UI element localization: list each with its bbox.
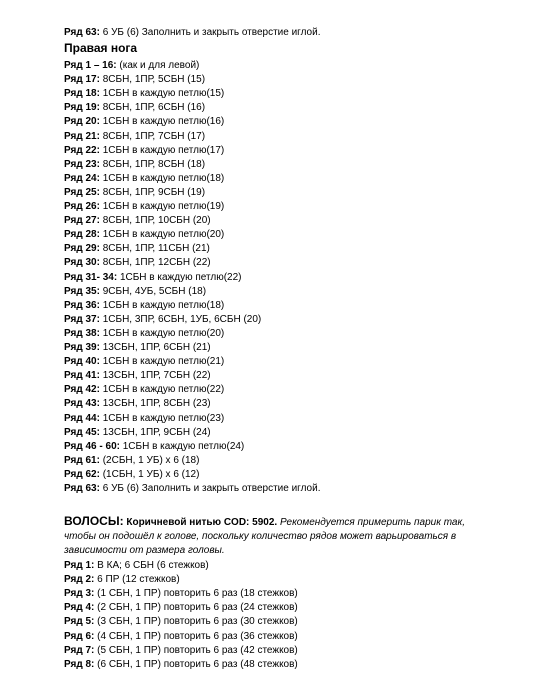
row-text: 1СБН, 3ПР, 6СБН, 1УБ, 6СБН (20) bbox=[99, 313, 262, 325]
row-line bbox=[64, 355, 224, 368]
row-label: Ряд 23: bbox=[64, 158, 100, 170]
row-line bbox=[64, 299, 224, 312]
row-label: Ряд 63: bbox=[64, 27, 100, 38]
row-line bbox=[64, 615, 298, 628]
row-text: 1СБН в каждую петлю(18) bbox=[99, 172, 225, 184]
row-label: Ряд 28: bbox=[64, 229, 100, 241]
row-label: Ряд 29: bbox=[64, 243, 100, 255]
hair-title: ВОЛОСЫ: bbox=[64, 514, 124, 528]
row-label: Ряд 17: bbox=[64, 74, 100, 86]
row-label: Ряд 3: bbox=[64, 588, 95, 600]
row-label: Ряд 36: bbox=[64, 299, 100, 311]
row-text: (1 СБН, 1 ПР) повторить 6 раз (18 стежков) bbox=[94, 588, 298, 600]
row-line bbox=[64, 26, 320, 39]
row-line bbox=[64, 397, 211, 410]
row-text: 1СБН в каждую петлю(20) bbox=[99, 327, 225, 339]
row-label: Ряд 30: bbox=[64, 257, 100, 269]
row-line bbox=[64, 468, 199, 481]
row-label: Ряд 25: bbox=[64, 186, 100, 198]
row-text: 6 ПР (12 стежков) bbox=[94, 574, 180, 586]
row-text: 8СБН, 1ПР, 8СБН (18) bbox=[99, 158, 206, 170]
row-label: Ряд 63: bbox=[64, 483, 100, 494]
row-text: 1СБН в каждую петлю(22) bbox=[117, 271, 242, 283]
row-line bbox=[64, 59, 199, 72]
row-line bbox=[64, 601, 298, 614]
row-line bbox=[64, 658, 298, 671]
row-label: Ряд 21: bbox=[64, 130, 100, 142]
row-text: 6 УБ (6) Заполнить и закрыть отверстие иглой. bbox=[99, 27, 321, 38]
row-label: Ряд 8: bbox=[64, 658, 95, 670]
row-label: Ряд 2: bbox=[64, 574, 95, 586]
row-line bbox=[64, 130, 205, 143]
row-label: Ряд 5: bbox=[64, 616, 95, 628]
row-label: Ряд 22: bbox=[64, 144, 100, 156]
row-label: Ряд 46 - 60: bbox=[64, 440, 120, 452]
row-text: 13СБН, 1ПР, 7СБН (22) bbox=[99, 370, 211, 382]
row-label: Ряд 38: bbox=[64, 327, 100, 339]
row-line bbox=[64, 285, 206, 298]
row-line bbox=[64, 101, 205, 114]
row-line bbox=[64, 87, 224, 100]
row-line bbox=[64, 630, 298, 643]
row-label: Ряд 1 – 16: bbox=[64, 60, 117, 71]
row-label: Ряд 27: bbox=[64, 215, 100, 227]
row-label: Ряд 40: bbox=[64, 356, 100, 368]
row-line bbox=[64, 369, 211, 382]
row-text: 9СБН, 4УБ, 5СБН (18) bbox=[99, 285, 207, 297]
row-text: 1СБН в каждую петлю(23) bbox=[99, 412, 225, 424]
row-label: Ряд 6: bbox=[64, 630, 95, 642]
row-label: Ряд 18: bbox=[64, 88, 100, 100]
row-text: В КА; 6 СБН (6 стежков) bbox=[94, 560, 209, 571]
row-label: Ряд 20: bbox=[64, 116, 100, 128]
row-label: Ряд 4: bbox=[64, 602, 95, 614]
row-text: 1СБН в каждую петлю(21) bbox=[99, 356, 225, 368]
row-label: Ряд 19: bbox=[64, 102, 100, 114]
row-text: 1СБН в каждую петлю(22) bbox=[99, 384, 225, 396]
row-line bbox=[64, 454, 199, 467]
row-text: 1СБН в каждую петлю(24) bbox=[119, 440, 245, 452]
row-text: 6 УБ (6) Заполнить и закрыть отверстие иглой. bbox=[99, 483, 321, 494]
row-text: 8СБН, 1ПР, 11СБН (21) bbox=[99, 243, 210, 255]
row-text: 8СБН, 1ПР, 10СБН (20) bbox=[99, 215, 211, 227]
row-line bbox=[64, 383, 224, 396]
row-text: 8СБН, 1ПР, 9СБН (19) bbox=[99, 186, 206, 198]
row-text: 8СБН, 1ПР, 7СБН (17) bbox=[99, 130, 206, 142]
row-text: 8СБН, 1ПР, 12СБН (22) bbox=[99, 257, 211, 269]
row-text: 1СБН в каждую петлю(15) bbox=[99, 88, 225, 100]
row-line bbox=[64, 73, 205, 86]
row-label: Ряд 1: bbox=[64, 560, 95, 571]
row-line bbox=[64, 327, 224, 340]
row-text: (2 СБН, 1 ПР) повторить 6 раз (24 стежков) bbox=[94, 602, 298, 614]
row-text: 1СБН в каждую петлю(18) bbox=[99, 299, 225, 311]
hair-intro bbox=[64, 514, 496, 558]
hair-color: Коричневой нитью COD: 5902. bbox=[123, 517, 278, 528]
row-line bbox=[64, 144, 224, 157]
row-line bbox=[64, 644, 298, 657]
row-line bbox=[64, 271, 241, 284]
row-label: Ряд 39: bbox=[64, 342, 100, 353]
row-line bbox=[64, 186, 205, 199]
row-label: Ряд 35: bbox=[64, 285, 100, 297]
row-line bbox=[64, 172, 224, 185]
row-text: 8СБН, 1ПР, 5СБН (15) bbox=[99, 74, 206, 86]
section-heading-right-leg: Правая нога bbox=[64, 41, 138, 55]
row-label: Ряд 26: bbox=[64, 201, 100, 212]
row-line bbox=[64, 242, 210, 255]
row-line bbox=[64, 573, 180, 586]
row-line bbox=[64, 158, 205, 171]
row-text: (1СБН, 1 УБ) х 6 (12) bbox=[99, 468, 200, 480]
row-text: (2СБН, 1 УБ) х 6 (18) bbox=[99, 454, 200, 466]
row-line bbox=[64, 256, 211, 269]
row-line bbox=[64, 559, 209, 572]
hair-note: Рекомендуется примерить парик так, чтобы он подошёл к голове, поскольку количество рядов может варьироваться в зависимости от размера головы. bbox=[64, 517, 465, 556]
row-text: 1СБН в каждую петлю(19) bbox=[99, 201, 225, 212]
row-line bbox=[64, 412, 224, 425]
row-text: (5 СБН, 1 ПР) повторить 6 раз (42 стежков) bbox=[94, 644, 298, 656]
row-text: 13СБН, 1ПР, 8СБН (23) bbox=[99, 398, 211, 410]
row-label: Ряд 24: bbox=[64, 172, 100, 184]
row-label: Ряд 31- 34: bbox=[64, 271, 118, 283]
row-label: Ряд 41: bbox=[64, 370, 100, 382]
row-label: Ряд 45: bbox=[64, 426, 100, 438]
row-label: Ряд 42: bbox=[64, 384, 100, 396]
row-text: 13СБН, 1ПР, 6СБН (21) bbox=[99, 342, 211, 353]
row-line bbox=[64, 587, 298, 600]
row-label: Ряд 43: bbox=[64, 398, 100, 410]
row-text: 13СБН, 1ПР, 9СБН (24) bbox=[99, 426, 211, 438]
row-label: Ряд 37: bbox=[64, 313, 100, 325]
row-label: Ряд 44: bbox=[64, 412, 100, 424]
row-line bbox=[64, 426, 211, 439]
row-line bbox=[64, 115, 224, 128]
row-label: Ряд 61: bbox=[64, 454, 100, 466]
row-text: 1СБН в каждую петлю(20) bbox=[99, 229, 225, 241]
row-label: Ряд 7: bbox=[64, 644, 95, 656]
row-text: 1СБН в каждую петлю(16) bbox=[99, 116, 225, 128]
row-line bbox=[64, 440, 244, 453]
row-line bbox=[64, 341, 211, 354]
row-text: (3 СБН, 1 ПР) повторить 6 раз (30 стежков) bbox=[94, 616, 298, 628]
row-text: (4 СБН, 1 ПР) повторить 6 раз (36 стежков) bbox=[94, 630, 298, 642]
row-line bbox=[64, 482, 320, 495]
row-line bbox=[64, 214, 211, 227]
row-text: 1СБН в каждую петлю(17) bbox=[99, 144, 225, 156]
row-text: 8СБН, 1ПР, 6СБН (16) bbox=[99, 102, 206, 114]
row-line bbox=[64, 200, 224, 213]
row-label: Ряд 62: bbox=[64, 468, 100, 480]
row-text: (как и для левой) bbox=[116, 60, 200, 71]
row-line bbox=[64, 313, 261, 326]
row-line bbox=[64, 228, 224, 241]
row-text: (6 СБН, 1 ПР) повторить 6 раз (48 стежков) bbox=[94, 658, 298, 670]
